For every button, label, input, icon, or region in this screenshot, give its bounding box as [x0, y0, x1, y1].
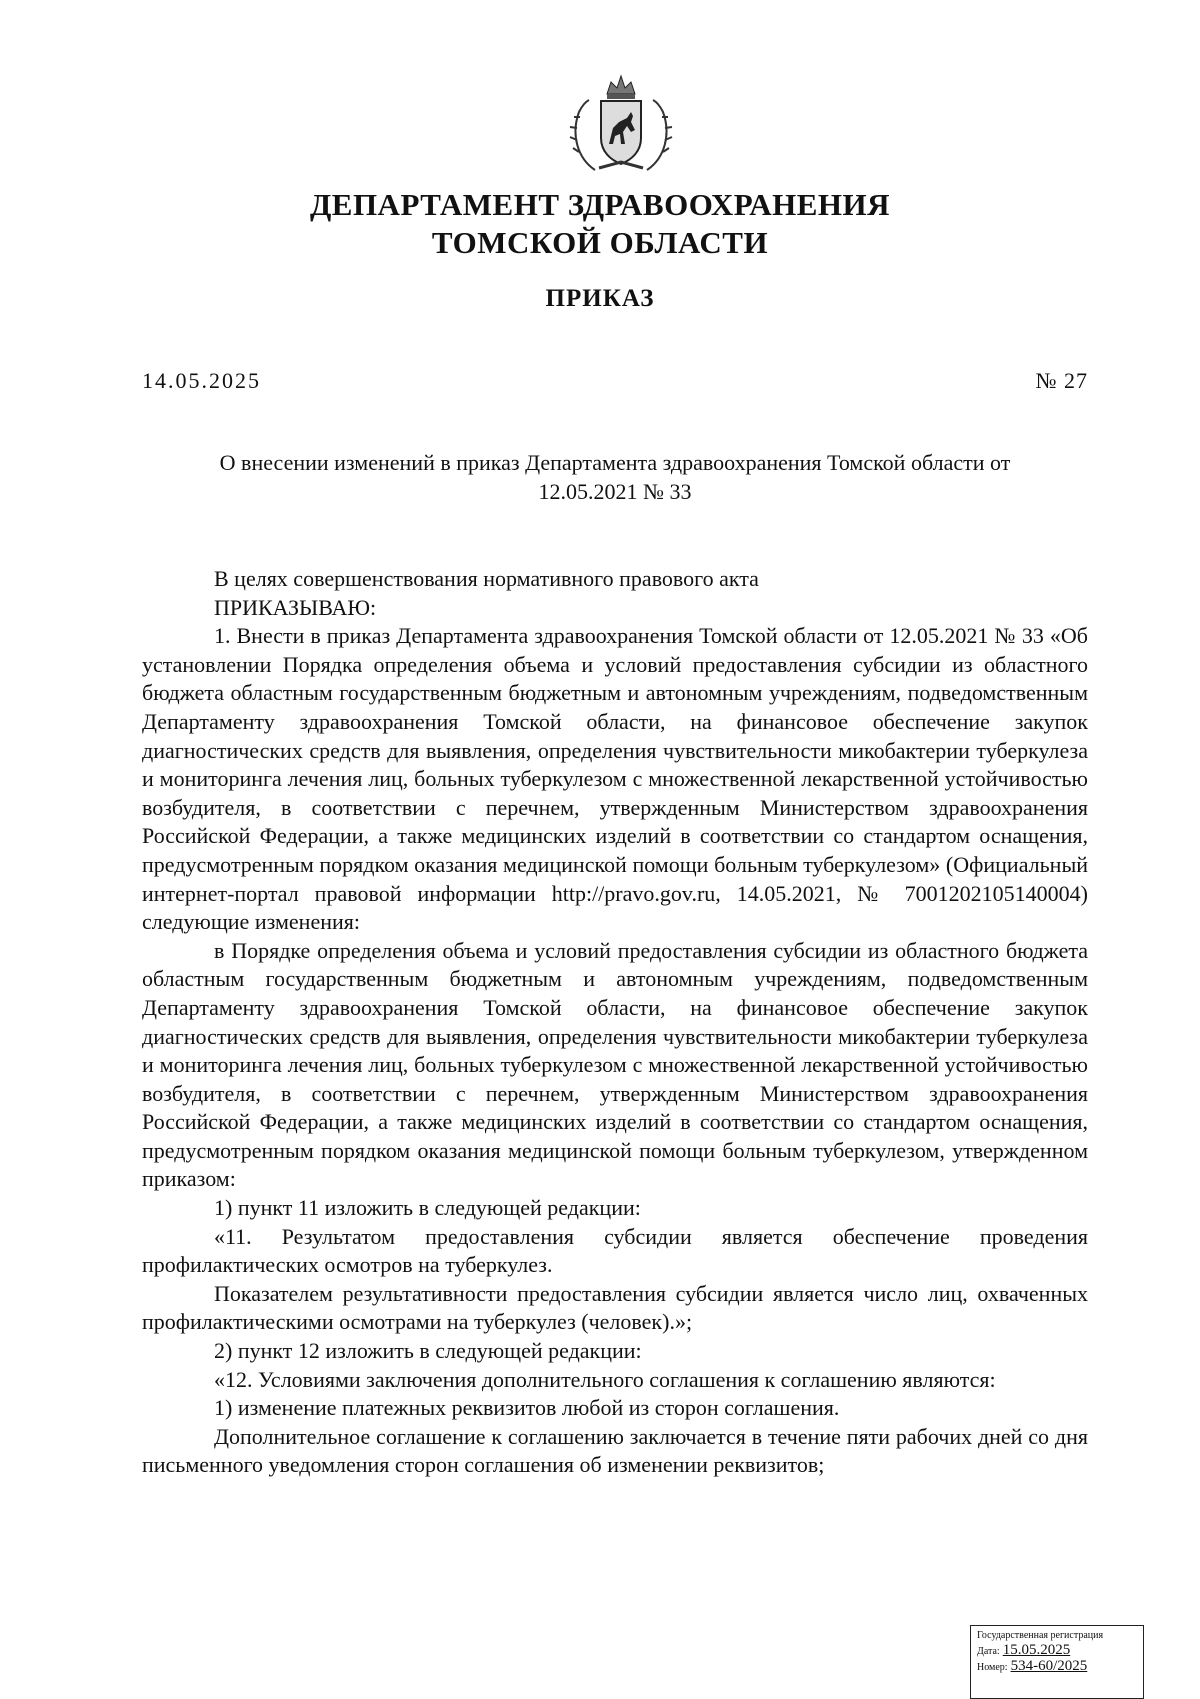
- paragraph-8: 1) изменение платежных реквизитов любой из сторон соглашения.: [214, 1395, 840, 1421]
- subject-line-2: 12.05.2021 № 33: [538, 479, 692, 504]
- paragraph-9: Дополнительное соглашение к соглашению заключается в течение пяти рабочих дней со дня письменного уведомления сторон соглашения об изменении реквизитов;: [142, 1423, 1088, 1478]
- org-line-2: ТОМСКОЙ ОБЛАСТИ: [431, 225, 769, 260]
- document-number: № 27: [1035, 368, 1088, 393]
- org-line-1: ДЕПАРТАМЕНТ ЗДРАВООХРАНЕНИЯ: [309, 187, 891, 222]
- stamp-date-row: [977, 1643, 1137, 1659]
- stamp-date-value: 15.05.2025: [1002, 1642, 1071, 1658]
- document-subject: [142, 448, 1088, 506]
- stamp-number-label: Номер:: [977, 1662, 1008, 1673]
- organization-name: [0, 186, 1200, 262]
- order-word: ПРИКАЗЫВАЮ:: [214, 594, 377, 620]
- paragraph-4: «11. Результатом предоставления субсидии является обеспечение проведения профилактических осмотров на туберкулез.: [142, 1223, 1088, 1278]
- subject-line-1: О внесении изменений в приказ Департамента здравоохранения Томской области от: [219, 450, 1011, 475]
- registration-stamp: [970, 1625, 1144, 1699]
- paragraph-2: в Порядке определения объема и условий предоставления субсидии из областного бюджета областным государственным бюджетным и автономным учреждениям, подведомственным Департаменту здравоохранения Томской области, на финансовое обеспечение закупок диагностических средств для выявления, определения чувствительности микобактерии туберкулеза и мониторинга лечения лиц, больных туберкулезом с множественной лекарственной устойчивостью возбудителя, в соответствии с перечнем, утвержденным Министерством здравоохранения Российской Федерации, а также медицинских изделий в соответствии со стандартом оснащения, предусмотренным порядком оказания медицинской помощи больным туберкулезом, утвержденном приказом:: [142, 937, 1088, 1192]
- document-date: 14.05.2025: [142, 368, 261, 393]
- stamp-number-value: 534-60/2025: [1010, 1658, 1088, 1674]
- stamp-title: Государственная регистрация: [977, 1630, 1104, 1641]
- document-body: [142, 565, 1088, 1480]
- stamp-date-label: Дата:: [977, 1646, 1000, 1657]
- document-type: ПРИКАЗ: [545, 285, 655, 312]
- stamp-number-row: [977, 1659, 1137, 1675]
- paragraph-5: Показателем результативности предоставления субсидии является число лиц, охваченных профилактическими осмотрами на туберкулез (человек).»;: [142, 1280, 1088, 1335]
- coat-of-arms-icon: [565, 72, 677, 176]
- intro-paragraph: В целях совершенствования нормативного правового акта: [214, 566, 759, 591]
- paragraph-6: 2) пункт 12 изложить в следующей редакции:: [214, 1338, 642, 1364]
- paragraph-7: «12. Условиями заключения дополнительного соглашения к соглашению являются:: [214, 1366, 996, 1392]
- paragraph-1: 1. Внести в приказ Департамента здравоохранения Томской области от 12.05.2021 № 33 «Об установлении Порядка определения объема и условий предоставления субсидии из областного бюджета областным государственным бюджетным и автономным учреждениям, подведомственным Департаменту здравоохранения Томской области, на финансовое обеспечение закупок диагностических средств для выявления, определения чувствительности микобактерии туберкулеза и мониторинга лечения лиц, больных туберкулезом с множественной лекарственной устойчивостью возбудителя, в соответствии с перечнем, утвержденным Министерством здравоохранения Российской Федерации, а также медицинских изделий в соответствии со стандартом оснащения, предусмотренным порядком оказания медицинской помощи больным туберкулезом» (Официальный интернет-портал правовой информации http://pravo.gov.ru, 14.05.2021, № 7001202105140004) следующие изменения:: [142, 623, 1088, 935]
- paragraph-3: 1) пункт 11 изложить в следующей редакции:: [214, 1195, 641, 1221]
